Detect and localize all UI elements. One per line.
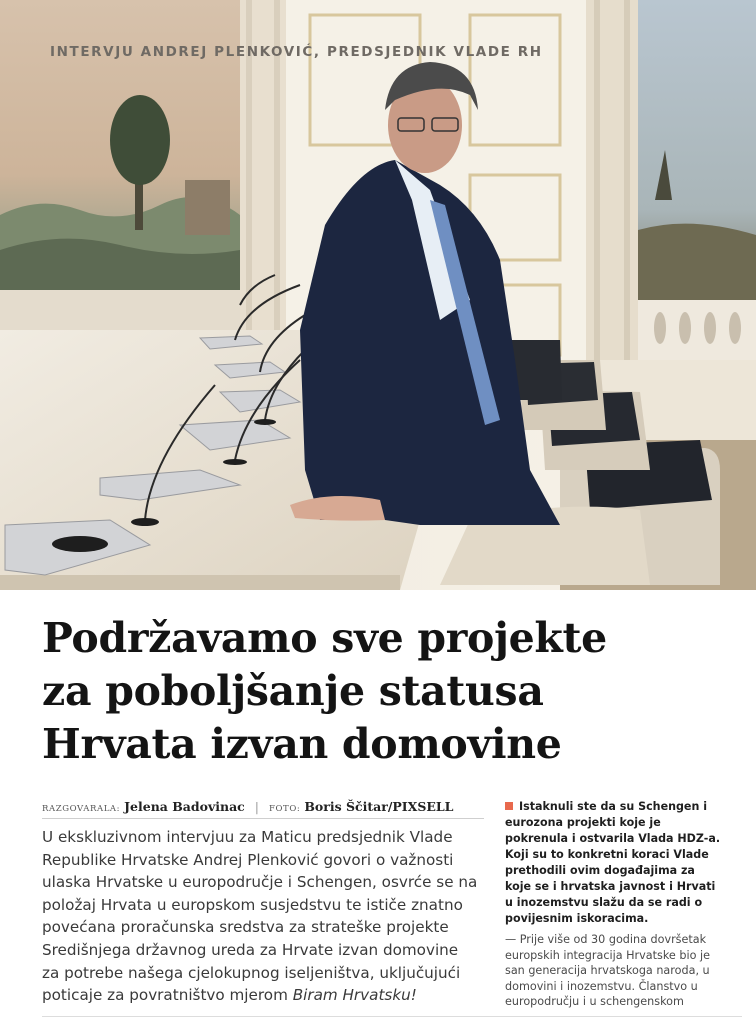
interviewer-name: Jelena Badovinac: [124, 799, 245, 814]
byline: [42, 799, 453, 814]
byline-separator: |: [254, 799, 259, 814]
page-bottom-rule: [42, 1016, 742, 1017]
question-line: koje se i hrvatska javnost i Hrvati: [505, 880, 716, 893]
lead-last-text: poticaje za povratništvo mjerom: [42, 986, 293, 1005]
question-line: eurozona projekti koje je: [505, 816, 661, 829]
interview-answer: [505, 932, 745, 1010]
question-line: u inozemstvu slažu da se radi o: [505, 896, 703, 909]
question-line: Koji su to konkretni koraci Vlade: [505, 848, 709, 861]
article-kicker: INTERVJU ANDREJ PLENKOVIĆ, PREDSJEDNIK VLADE RH: [50, 44, 543, 60]
interview-question: [505, 799, 745, 927]
article-headline: [42, 612, 742, 771]
question-line: prethodili ovim događajima za: [505, 864, 695, 877]
lead-paragraph: [42, 826, 487, 1007]
lead-line: za potrebe našega cjelokupnog iseljeništva, uključujući: [42, 963, 461, 982]
interviewer-label: RAZGOVARALA:: [42, 804, 121, 814]
photographer-name: Boris Ščitar/PIXSELL: [304, 799, 454, 814]
headline-line: za poboljšanje statusa: [42, 667, 544, 715]
photo-label: FOTO:: [268, 804, 301, 814]
lead-line: U ekskluzivnom intervjuu za Maticu predsjednik Vlade: [42, 828, 453, 846]
lead-line: Republike Hrvatske Andrej Plenković govori o važnosti: [42, 850, 454, 869]
question-line: povijesnim iskoracima.: [505, 912, 649, 925]
lead-line: povećana proračunska sredstva za strateške projekte: [42, 918, 449, 937]
question-marker-icon: [505, 802, 513, 810]
answer-line: europodručju i u schengenskom: [505, 995, 684, 1009]
question-line: Istaknuli ste da su Schengen i: [519, 800, 708, 813]
lead-line: položaj Hrvata u europskom susjedstvu te ističe znatno: [42, 895, 463, 914]
headline-line: Hrvata izvan domovine: [42, 720, 562, 768]
lead-line: Središnjega državnog ureda za Hrvate izvan domovine: [42, 940, 459, 959]
answer-line: europskih integracija Hrvatske bio je: [505, 948, 710, 962]
lead-line: ulaska Hrvatske u europodručje i Schengen, osvrće se na: [42, 873, 478, 892]
answer-line: san generacija hrvatskoga naroda, u: [505, 964, 710, 978]
answer-line: — Prije više od 30 godina dovršetak: [505, 933, 707, 946]
question-first-line: [505, 799, 745, 815]
question-line: pokrenula i ostvarila Vlada HDZ-a.: [505, 832, 721, 845]
byline-divider: [42, 818, 484, 819]
headline-line: Podržavamo sve projekte: [42, 614, 607, 662]
campaign-name: Biram Hrvatsku!: [292, 986, 417, 1005]
answer-line: domovini i inozemstvu. Članstvo u: [505, 979, 698, 993]
lead-line-last: [42, 984, 487, 1007]
